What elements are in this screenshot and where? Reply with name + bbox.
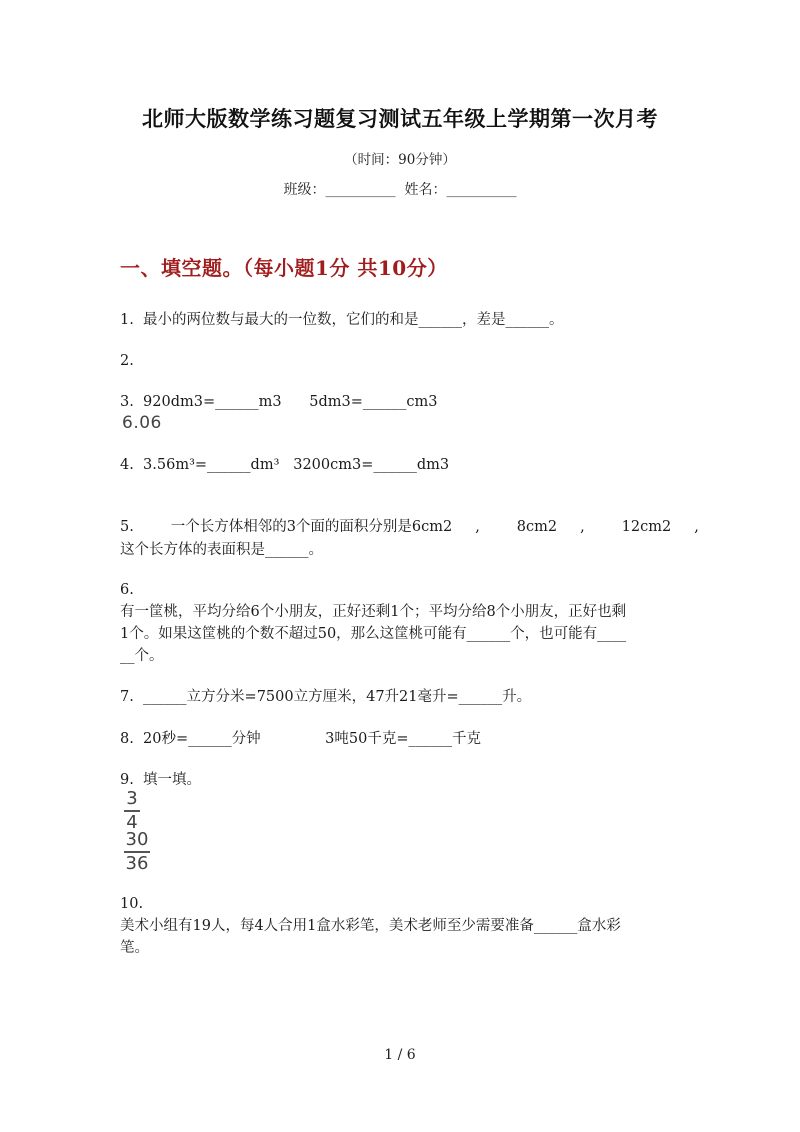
question-3: 3. 920dm3=______m3 5dm3=______cm3 bbox=[120, 394, 438, 410]
question-6-line-2: 1个。如果这筐桃的个数不超过50，那么这筐桃可能有______个，也可能有____ bbox=[120, 626, 627, 642]
class-name-line: 班级：__________ 姓名：__________ bbox=[283, 182, 517, 198]
exam-time: （时间：90分钟） bbox=[344, 152, 456, 168]
section-heading: 一、填空题。（每小题1分 共10分） bbox=[120, 256, 448, 280]
fraction-numerator: 3 bbox=[126, 788, 138, 809]
page-number: 1 / 6 bbox=[384, 1047, 416, 1063]
question-1: 1. 最小的两位数与最大的一位数，它们的和是______，差是______。 bbox=[120, 312, 564, 328]
fraction-3-4 bbox=[124, 790, 140, 832]
question-10-number: 10. bbox=[120, 896, 144, 912]
fraction-30-36 bbox=[124, 831, 150, 873]
question-6-line-3: __个。 bbox=[120, 648, 164, 664]
question-2: 2. bbox=[120, 353, 134, 369]
question-8: 8. 20秒=______分钟 3吨50千克=______千克 bbox=[120, 731, 482, 747]
fraction-denominator: 36 bbox=[125, 852, 149, 874]
question-10-line-2: 笔。 bbox=[120, 940, 149, 956]
question-10-line-1: 美术小组有19人，每4人合用1盒水彩笔，美术老师至少需要准备______盒水彩 bbox=[120, 918, 621, 934]
question-3-image-number: 6.06 bbox=[122, 413, 162, 433]
fraction-numerator: 30 bbox=[125, 829, 149, 850]
fraction-denominator: 4 bbox=[126, 811, 138, 833]
question-4: 4. 3.56m³=______dm³ 3200cm3=______dm3 bbox=[120, 457, 450, 473]
question-5-line-1: 5. 一个长方体相邻的3个面的面积分别是6cm2 , 8cm2 , 12cm2 , bbox=[120, 519, 699, 535]
question-6-line-1: 有一筐桃，平均分给6个小朋友，正好还剩1个；平均分给8个小朋友，正好也剩 bbox=[120, 604, 627, 620]
question-5-line-2: 这个长方体的表面积是______。 bbox=[120, 542, 323, 558]
page-title: 北师大版数学练习题复习测试五年级上学期第一次月考 bbox=[142, 106, 658, 131]
question-6-number: 6. bbox=[120, 582, 134, 598]
question-9: 9. 填一填。 bbox=[120, 772, 202, 788]
question-7: 7. ______立方分米=7500立方厘米，47升21毫升=______升。 bbox=[120, 689, 532, 705]
